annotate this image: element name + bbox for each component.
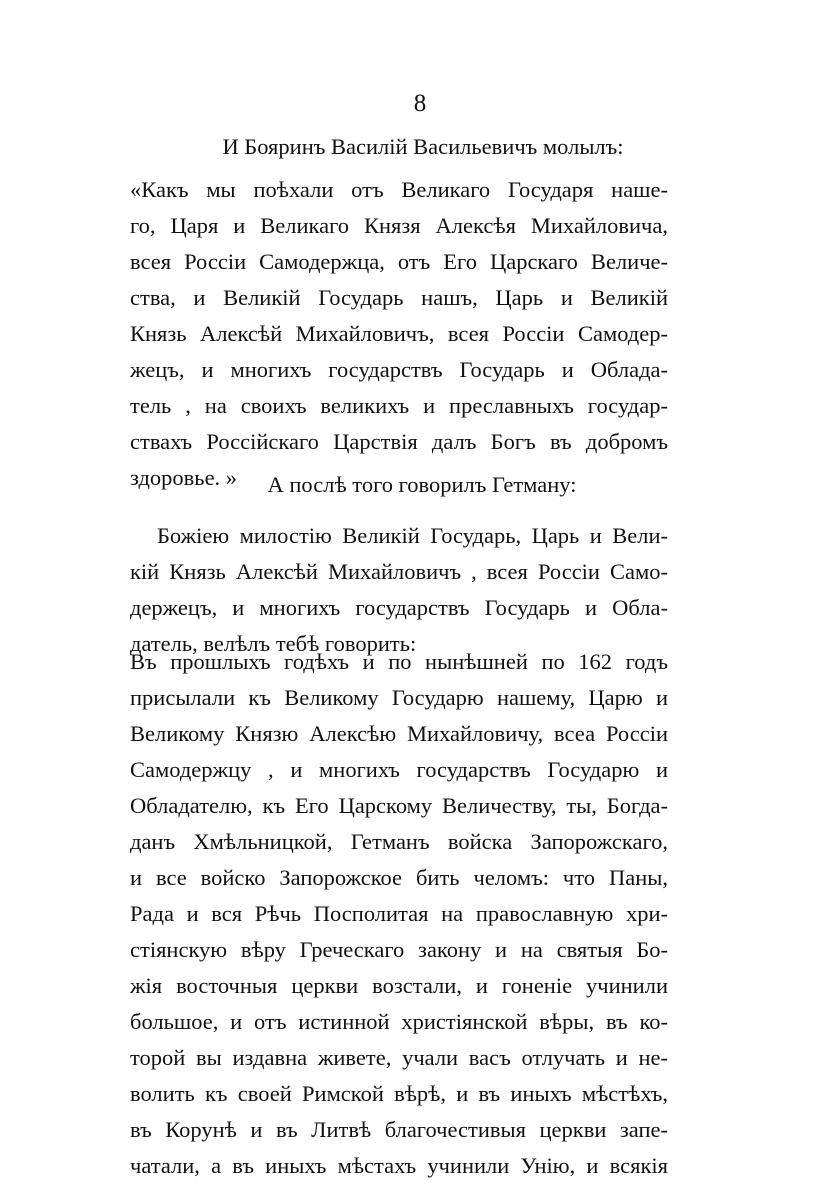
text-line: ства, и Великій Государь нашъ, Царь и Великій	[130, 285, 668, 310]
text-line: чатали, а въ иныхъ мѣстахъ учинили Унію, и всякія	[130, 1153, 668, 1178]
main-paragraph	[130, 644, 668, 1184]
text-line: волить къ своей Римской вѣрѣ, и въ иныхъ мѣстѣхъ,	[130, 1081, 668, 1106]
text-line: кій Князь Алексѣй Михайловичъ , всея Россіи Само-	[130, 559, 668, 584]
text-line: Самодержцу , и многихъ государствъ Государю и	[130, 757, 668, 782]
text-line: датель, велѣлъ тебѣ говорить:	[130, 631, 417, 656]
page-number: 8	[413, 90, 427, 117]
text-line: данъ Хмѣльницкой, Гетманъ войска Запорожскаго,	[130, 829, 668, 854]
text-line: и все войско Запорожское бить челомъ: что Паны,	[130, 865, 668, 890]
heading-spoke-to-hetman: А послѣ того говорилъ Гетману:	[267, 472, 577, 497]
text-line: большое, и отъ истинной христіянской вѣры, въ ко-	[130, 1009, 668, 1034]
text-line: торой вы издавна живете, учали васъ отлучать и не-	[130, 1045, 668, 1070]
text-line: тель , на своихъ великихъ и преславныхъ государ-	[130, 393, 668, 418]
text-line: здоровье. »	[130, 465, 238, 490]
heading-boyar-spoke: И Бояринъ Василій Васильевичъ молылъ:	[222, 134, 624, 159]
text-line: Обладателю, къ Его Царскому Величеству, ты, Богда-	[130, 793, 668, 818]
text-line: Князь Алексѣй Михайловичъ, всея Россіи Самодер-	[130, 321, 668, 346]
quote-paragraph	[130, 172, 668, 496]
text-line: присылали къ Великому Государю нашему, Царю и	[130, 685, 668, 710]
text-line: держецъ, и многихъ государствъ Государь и Обла-	[130, 595, 668, 620]
text-line: жецъ, и многихъ государствъ Государь и Облада-	[130, 357, 668, 382]
text-line: всея Россіи Самодержца, отъ Его Царскаго Величе-	[130, 249, 668, 274]
text-line: Въ прошлыхъ годѣхъ и по нынѣшней по 162 годъ	[130, 649, 668, 674]
text-line: ствахъ Россійскаго Царствія далъ Богъ въ добромъ	[130, 429, 668, 454]
text-line: въ Корунѣ и въ Литвѣ благочестивыя церкви запе-	[130, 1117, 668, 1142]
text-line: Рада и вся Рѣчь Посполитая на православную хри-	[130, 901, 668, 926]
text-line: го, Царя и Великаго Князя Алексѣя Михайловича,	[130, 213, 668, 238]
speech-paragraph	[130, 518, 668, 662]
text-line: жія восточныя церкви возстали, и гоненіе учинили	[130, 973, 668, 998]
text-line: «Какъ мы поѣхали отъ Великаго Государя наше-	[130, 177, 668, 202]
text-line: стіянскую вѣру Греческаго закону и на святыя Бо-	[130, 937, 668, 962]
text-line: Великому Князю Алексѣю Михайловичу, всеа Россіи	[130, 721, 668, 746]
text-line: Божіею милостію Великій Государь, Царь и Вели-	[157, 523, 668, 548]
